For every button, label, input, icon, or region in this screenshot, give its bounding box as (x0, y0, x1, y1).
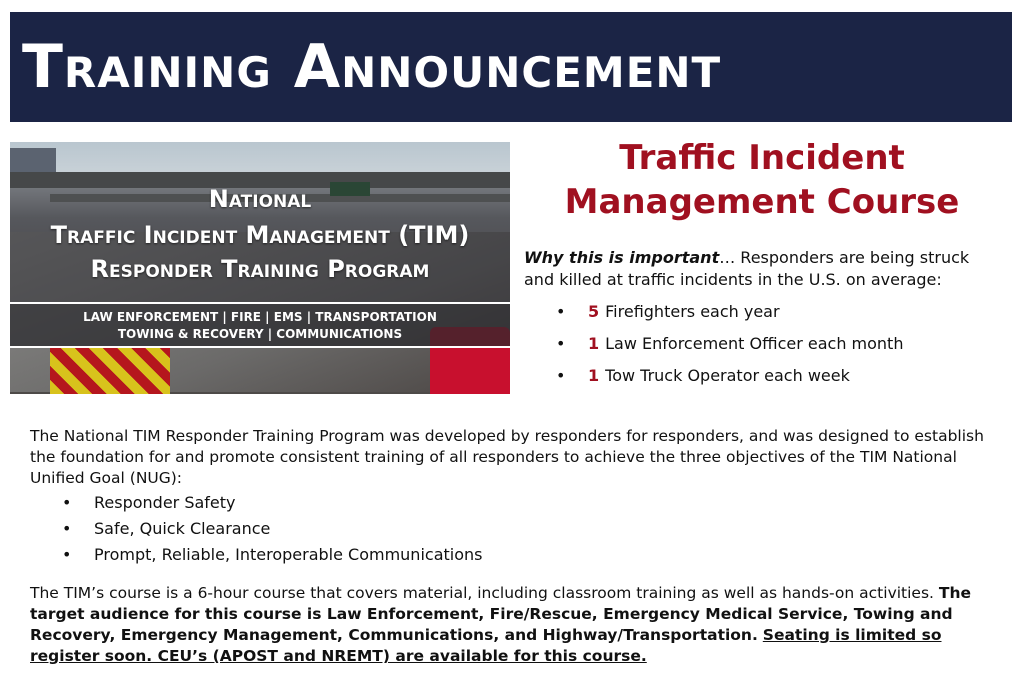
photo-disciplines-band (10, 302, 510, 348)
announcement-banner (10, 12, 1012, 122)
objective-item (62, 542, 482, 568)
why-important-paragraph (524, 247, 1004, 291)
bullet-icon: • (556, 302, 566, 321)
bullet-icon: • (62, 519, 72, 538)
stat-text: Law Enforcement Officer each month (605, 334, 904, 353)
bullet-icon: • (62, 493, 72, 512)
objective-text: Prompt, Reliable, Interoperable Communications (94, 545, 483, 564)
bullet-icon: • (556, 366, 566, 385)
photo-title-line-3: Responder Training Program (90, 255, 430, 283)
bullet-icon: • (556, 334, 566, 353)
photo-fire-truck (50, 347, 170, 394)
course-details (30, 583, 1005, 667)
objectives-list (62, 490, 482, 568)
stat-item (556, 332, 903, 364)
objective-item (62, 490, 482, 516)
registration-notice: Seating is limited so register soon. CEU’s (APOST and NREMT) are available for this course. (30, 626, 942, 665)
program-description: The National TIM Responder Training Program was developed by responders for responders, and was designed to establish the foundation for and promote consistent training of all responders to achieve the three objectives of the TIM National Unified Goal (NUG): (30, 427, 984, 487)
course-title (528, 136, 996, 224)
course-title-line-1: Traffic Incident (619, 138, 905, 178)
photo-disciplines-line-2: TOWING & RECOVERY | COMMUNICATIONS (117, 327, 403, 341)
stat-item (556, 300, 903, 332)
stat-text: Tow Truck Operator each week (605, 366, 850, 385)
bullet-icon: • (62, 545, 72, 564)
objective-text: Responder Safety (94, 493, 236, 512)
course-details-intro: The TIM’s course is a 6-hour course that covers material, including classroom training as well as hands-on activities. (30, 584, 939, 602)
stat-number: 1 (588, 366, 600, 385)
stat-number: 5 (588, 302, 600, 321)
why-important-text: Responders are being struck and killed at traffic incidents in the U.S. on average: (524, 248, 970, 289)
photo-title-line-2: Traffic Incident Management (TIM) (50, 221, 470, 249)
program-photo (10, 142, 510, 394)
stat-text: Firefighters each year (605, 302, 780, 321)
course-title-line-2: Management Course (564, 182, 960, 223)
why-important-ellipsis: … (719, 248, 736, 267)
stat-item (556, 364, 903, 396)
objective-text: Safe, Quick Clearance (94, 519, 271, 538)
course-target-audience: The target audience for this course is Law Enforcement, Fire/Rescue, Emergency Medical Service, Towing and Recovery, Emergency Management, Communications, and Highway/Transportation. (30, 584, 972, 644)
photo-title-line-1: National (208, 185, 312, 213)
banner-title: Training Announcement (22, 32, 722, 102)
photo-disciplines-line-1: LAW ENFORCEMENT | FIRE | EMS | TRANSPORTATION (83, 310, 437, 324)
objective-item (62, 516, 482, 542)
fatality-stats-list (556, 300, 903, 396)
stat-number: 1 (588, 334, 600, 353)
why-important-lead: Why this is important (524, 248, 720, 267)
